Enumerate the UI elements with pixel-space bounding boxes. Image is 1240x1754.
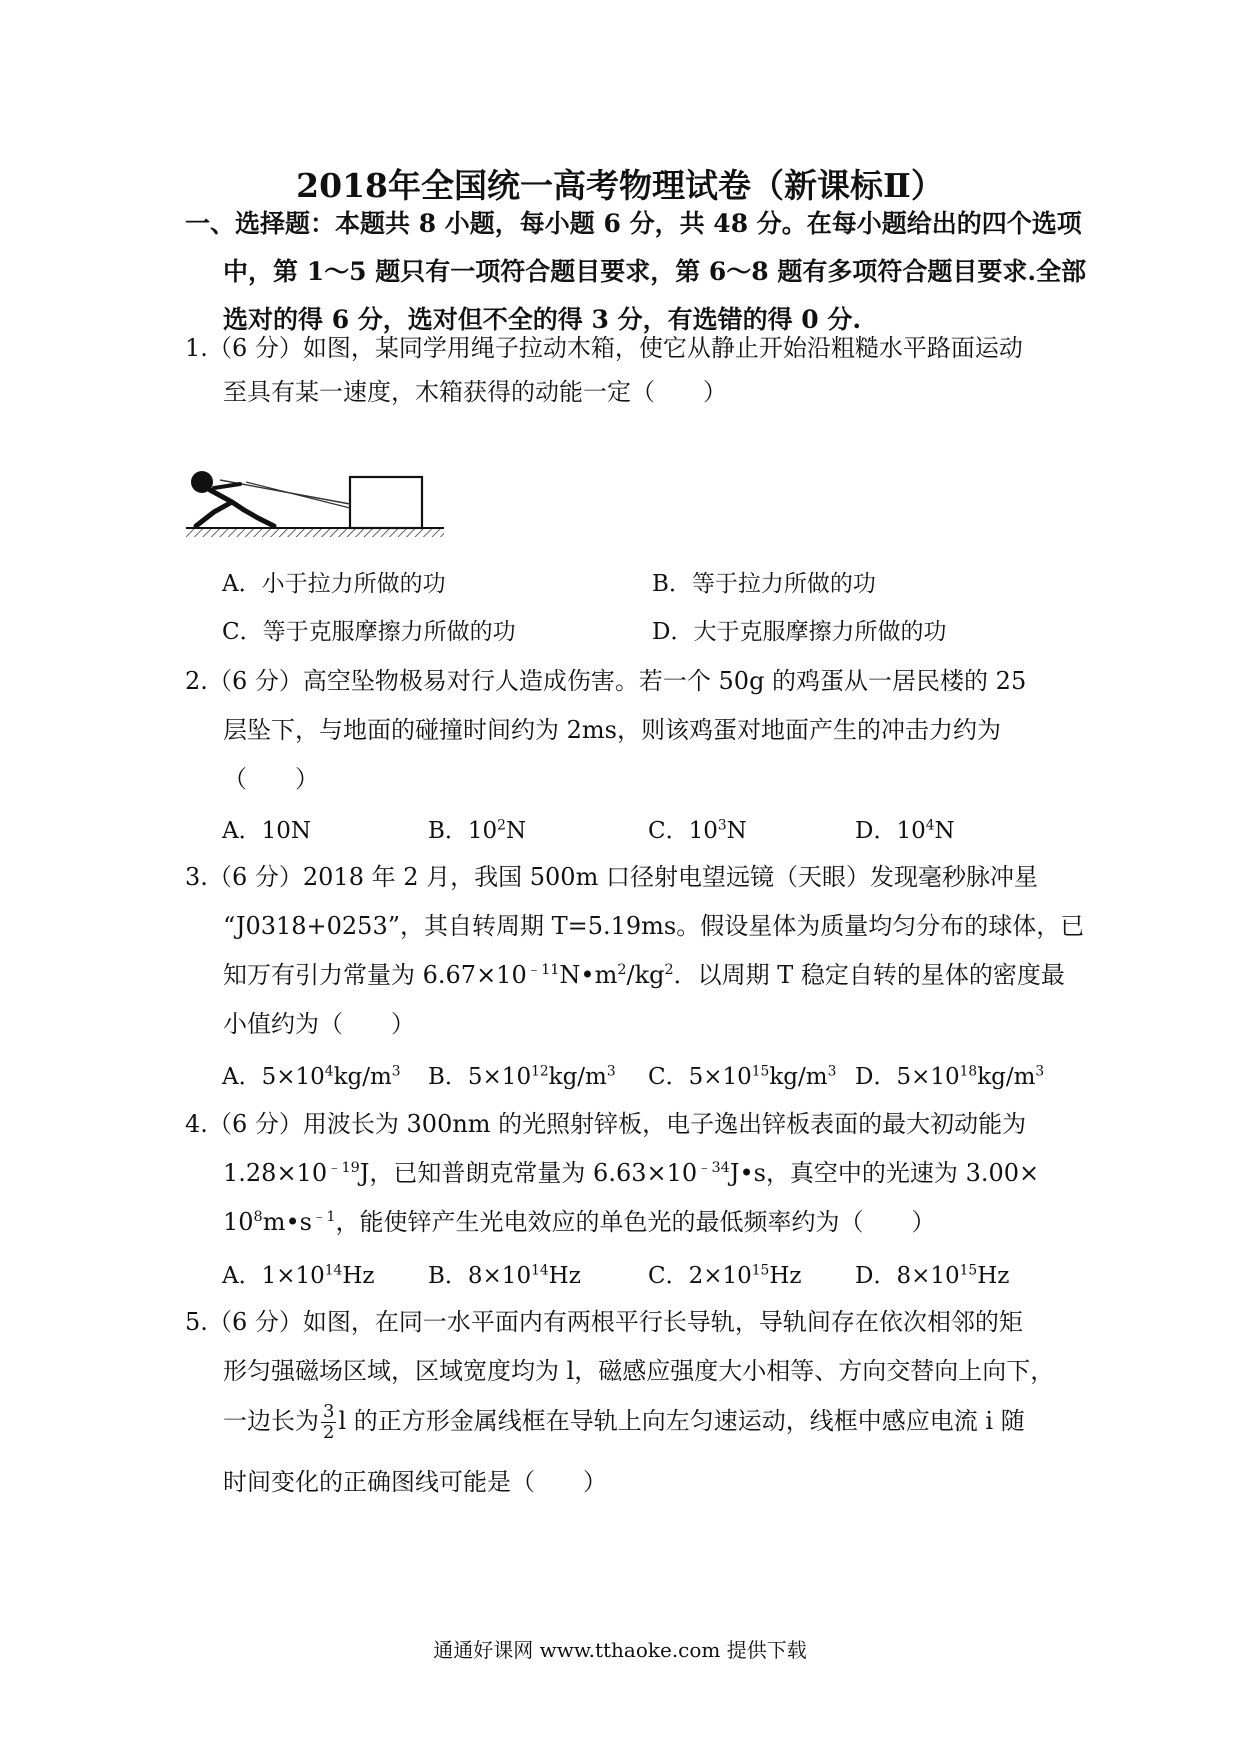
section-line-2: 中，第 1～5 题只有一项符合题目要求，第 6～8 题有多项符合题目要求.全部 [223,257,1087,286]
section-line-3: 选对的得 6 分，选对但不全的得 3 分，有选错的得 0 分. [223,305,862,334]
q1-number: 1. [185,334,208,362]
q3-number: 3. [185,863,208,891]
q1-option-d: D．大于克服摩擦力所做的功 [652,619,947,645]
q2-line-1: （6 分）高空坠物极易对行人造成伤害。若一个 50g 的鸡蛋从一居民楼的 25 [208,667,1027,695]
page-title: 2018年全国统一高考物理试卷（新课标Ⅱ） [296,166,944,205]
person-pulling-box-icon [186,460,446,545]
q5-line-3: 一边长为 $\frac{3}{2}$ l 的正方形金属线框在导轨上向左匀速运动，线框中感应电流 i 随 [223,1401,1025,1443]
q4-line-2: $1.28\times 10^{﹣19}J$，已知普朗克常量为 $6.63\times 10^{﹣34}J•s$，真空中的光速为 3.00× [223,1159,1040,1187]
q1-line-1: （6 分）如图，某同学用绳子拉动木箱，使它从静止开始沿粗糙水平路面运动 [208,334,1023,362]
q4-option-c: C．$2\times 10^{15}Hz$ [648,1262,802,1289]
q4-option-d: D．$8\times 10^{15}Hz$ [855,1262,1010,1289]
q2-line-2: 层坠下，与地面的碰撞时间约为 2ms，则该鸡蛋对地面产生的冲击力约为 [223,716,1001,744]
q5-line-2: 形匀强磁场区域，区域宽度均为 l，磁感应强度大小相等、方向交替向上向下， [223,1357,1055,1385]
q5-number: 5. [185,1308,208,1336]
section-header [185,200,1087,344]
q3-option-d: D．$5\times 10^{18}kg/m^3$ [855,1063,1045,1090]
q4-option-a: A．$1\times 10^{14}Hz$ [222,1262,375,1289]
fraction-three-halves: $\frac{3}{2}$ [323,1401,335,1443]
q3-line-2: “J0318+0253”，其自转周期 T=5.19ms。假设星体为质量均匀分布的球体，已 [223,912,1085,940]
q2-number: 2. [185,667,208,695]
q3-line-3: 知万有引力常量为 $6.67\times 10^{﹣11}N•m^2/kg^2$．以周期 T 稳定自转的星体的密度最 [223,961,1065,989]
q5-line-1: （6 分）如图，在同一水平面内有两根平行长导轨，导轨间存在依次相邻的矩 [208,1308,1023,1336]
q3-option-c: C．$5\times 10^{15}kg/m^3$ [648,1063,837,1090]
section-line-1: 一、选择题：本题共 8 小题，每小题 6 分，共 48 分。在每小题给出的四个选项 [185,209,1082,238]
q2-option-b: B．$10^2N$ [428,817,527,844]
q1-option-a: A．小于拉力所做的功 [222,571,446,597]
footer-credit: 通通好课网 www.tthaoke.com 提供下载 [433,1638,807,1662]
q3-line-4: 小值约为（ ） [223,1010,415,1038]
q2-line-3: （ ） [223,765,319,793]
q1-option-b: B．等于拉力所做的功 [652,571,876,597]
q4-line-1: （6 分）用波长为 300nm 的光照射锌板，电子逸出锌板表面的最大初动能为 [208,1110,1027,1138]
q1-line-2: 至具有某一速度，木箱获得的动能一定（ ） [223,378,727,406]
q2-option-a: A．10N [222,818,312,844]
q4-line-3: $10^8m•s^{﹣1}$，能使锌产生光电效应的单色光的最低频率约为（ ） [223,1208,936,1236]
q1-option-c: C．等于克服摩擦力所做的功 [222,619,516,645]
q3-option-a: A．$5\times 10^4kg/m^3$ [222,1063,401,1090]
q2-option-c: C．$10^3N$ [648,817,747,844]
q5-line-4: 时间变化的正确图线可能是（ ） [223,1468,607,1496]
q2-option-d: D．$10^4N$ [855,817,955,844]
q3-option-b: B．$5\times 10^{12}kg/m^3$ [428,1063,616,1090]
q3-line-1: （6 分）2018 年 2 月，我国 500m 口径射电望远镜（天眼）发现毫秒脉冲星 [208,863,1038,891]
q4-option-b: B．$8\times 10^{14}Hz$ [428,1262,581,1289]
q4-number: 4. [185,1110,208,1138]
